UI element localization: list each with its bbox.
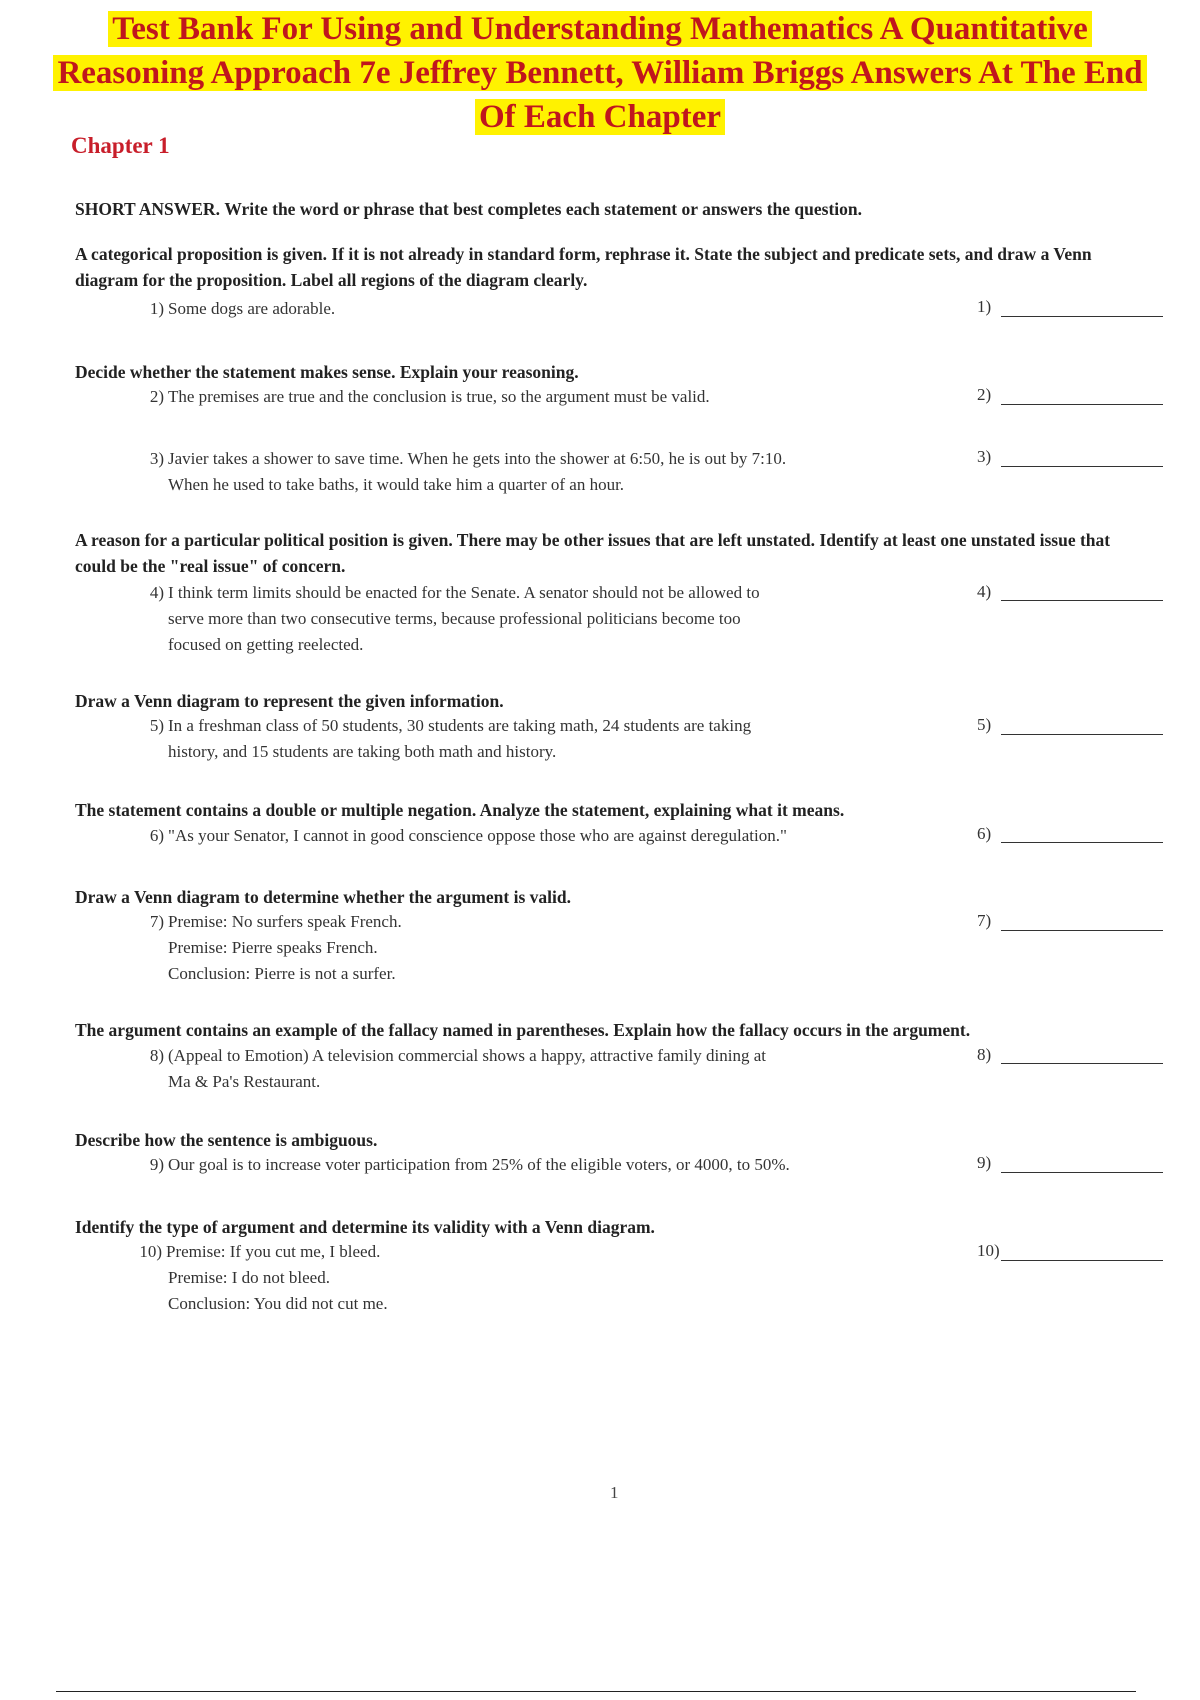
answer-blank[interactable]	[1001, 1260, 1163, 1261]
answer-label: 7)	[977, 911, 992, 930]
question-1	[141, 296, 921, 322]
answer-blank[interactable]	[1001, 1063, 1163, 1064]
question-text: In a freshman class of 50 students, 30 students are taking math, 24 students are taking	[168, 716, 752, 735]
answer-blank[interactable]	[1001, 466, 1163, 467]
question-text: Conclusion: Pierre is not a surfer.	[168, 964, 396, 983]
question-3	[141, 446, 921, 498]
question-number: 8)	[149, 1046, 164, 1065]
question-number: 10)	[139, 1242, 162, 1261]
question-text: Premise: I do not bleed.	[168, 1268, 330, 1287]
question-number: 9)	[149, 1155, 164, 1174]
question-text: "As your Senator, I cannot in good conscience oppose those who are against deregulation."	[168, 826, 787, 845]
question-8	[141, 1043, 921, 1095]
answer-label: 3)	[977, 447, 992, 466]
question-text: Javier takes a shower to save time. When he gets into the shower at 6:50, he is out by 7:10.	[168, 449, 787, 468]
answer-blank[interactable]	[1001, 1172, 1163, 1173]
section-instruction: The statement contains a double or multiple negation. Analyze the statement, explaining what it means.	[75, 800, 845, 820]
question-text: Premise: If you cut me, I bleed.	[166, 1242, 381, 1261]
title-line: Test Bank For Using and Understanding Mathematics A Quantitative	[108, 11, 1091, 47]
section-instruction: Identify the type of argument and determine its validity with a Venn diagram.	[75, 1217, 655, 1237]
section-instruction: The argument contains an example of the fallacy named in parentheses. Explain how the fallacy occurs in the argument.	[75, 1020, 971, 1040]
answer-label: 4)	[977, 582, 992, 601]
question-6	[141, 823, 921, 849]
question-text: I think term limits should be enacted for the Senate. A senator should not be allowed to	[168, 583, 760, 602]
section-instruction: Draw a Venn diagram to determine whether the argument is valid.	[75, 887, 571, 907]
question-text: The premises are true and the conclusion is true, so the argument must be valid.	[168, 387, 710, 406]
question-2	[141, 384, 921, 410]
answer-blank[interactable]	[1001, 930, 1163, 931]
chapter-heading: Chapter 1	[71, 133, 170, 158]
answer-blank[interactable]	[1001, 734, 1163, 735]
answer-label: 9)	[977, 1153, 992, 1172]
answer-label: 8)	[977, 1045, 992, 1064]
question-text: history, and 15 students are taking both math and history.	[168, 742, 557, 761]
title-line: Of Each Chapter	[475, 99, 725, 135]
answer-blank[interactable]	[1001, 842, 1163, 843]
short-answer-label: SHORT ANSWER.	[75, 199, 220, 219]
answer-label: 2)	[977, 385, 992, 404]
question-9	[141, 1152, 921, 1178]
question-text: Premise: No surfers speak French.	[168, 912, 402, 931]
question-text: When he used to take baths, it would take him a quarter of an hour.	[168, 475, 625, 494]
question-number: 1)	[149, 299, 164, 318]
question-7	[141, 909, 921, 987]
question-4	[141, 580, 921, 658]
question-number: 2)	[149, 387, 164, 406]
page-number: 1	[610, 1483, 619, 1502]
question-text: Our goal is to increase voter participation from 25% of the eligible voters, or 4000, to 50%.	[168, 1155, 790, 1174]
question-text: focused on getting reelected.	[168, 635, 364, 654]
question-text: (Appeal to Emotion) A television commercial shows a happy, attractive family dining at	[168, 1046, 766, 1065]
answer-label: 10)	[977, 1241, 1000, 1260]
question-number: 7)	[149, 912, 164, 931]
question-text: Premise: Pierre speaks French.	[168, 938, 378, 957]
section-instruction: Describe how the sentence is ambiguous.	[75, 1130, 378, 1150]
section-instruction: A categorical proposition is given. If it is not already in standard form, rephrase it. State the subject and predicate sets, and draw a Venn diagram for the proposition. Label all regions of the diagram clearly.	[75, 244, 1092, 290]
question-text: Ma & Pa's Restaurant.	[168, 1072, 321, 1091]
answer-label: 1)	[977, 297, 992, 316]
question-10	[141, 1239, 921, 1317]
short-answer-text: Write the word or phrase that best completes each statement or answers the question.	[224, 199, 863, 219]
question-text: Conclusion: You did not cut me.	[168, 1294, 388, 1313]
footer-divider	[56, 1691, 1136, 1692]
question-number: 4)	[149, 583, 164, 602]
answer-blank[interactable]	[1001, 316, 1163, 317]
answer-label: 6)	[977, 824, 992, 843]
section-instruction: Draw a Venn diagram to represent the given information.	[75, 691, 504, 711]
section-instruction: Decide whether the statement makes sense. Explain your reasoning.	[75, 362, 579, 382]
section-instruction: A reason for a particular political position is given. There may be other issues that are left unstated. Identify at least one unstated issue that could be the "real issue" of concern.	[75, 530, 1111, 576]
answer-blank[interactable]	[1001, 404, 1163, 405]
question-number: 5)	[149, 716, 164, 735]
answer-label: 5)	[977, 715, 992, 734]
question-5	[141, 713, 921, 765]
answer-blank[interactable]	[1001, 600, 1163, 601]
question-number: 6)	[149, 826, 164, 845]
question-text: Some dogs are adorable.	[168, 299, 336, 318]
document-title	[0, 10, 1200, 142]
question-text: serve more than two consecutive terms, because professional politicians become too	[168, 609, 741, 628]
short-answer-directions	[75, 199, 862, 220]
question-number: 3)	[149, 449, 164, 468]
title-line: Reasoning Approach 7e Jeffrey Bennett, William Briggs Answers At The End	[53, 55, 1146, 91]
